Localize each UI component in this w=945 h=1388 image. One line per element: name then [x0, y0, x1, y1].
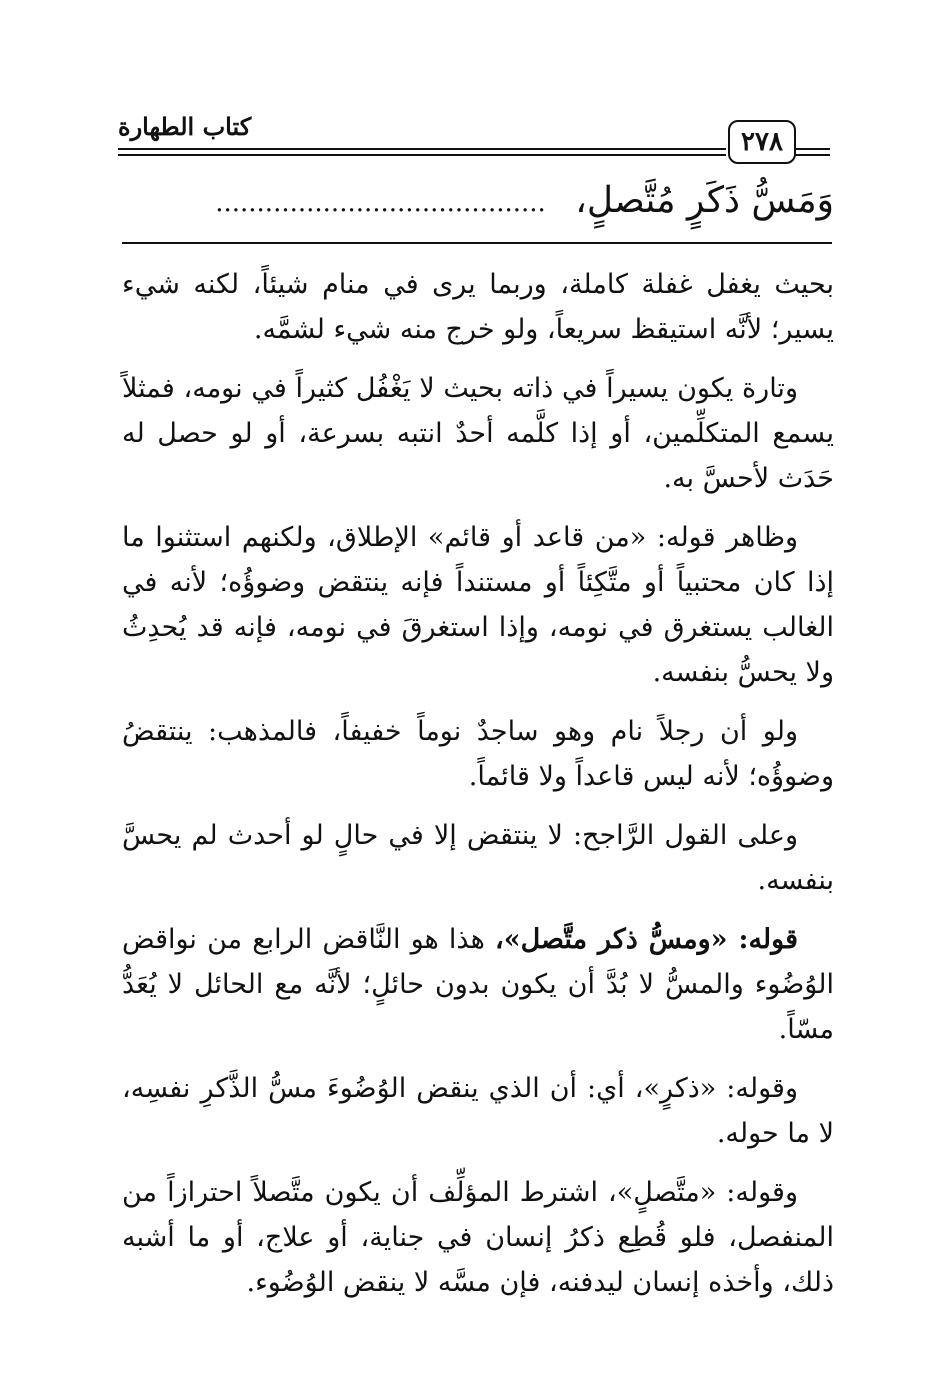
paragraph — [122, 366, 834, 501]
paragraph — [122, 1170, 834, 1305]
paragraph-text: وقوله: «ذكرٍ»، أي: أن الذي ينقض الوُضُوءَ مسُّ الذَّكرِ نفسِه، لا ما حوله. — [122, 1073, 834, 1149]
matn-text: وَمَسُّ ذَكَرٍ مُتَّصلٍ، — [575, 180, 834, 221]
header-rule — [118, 148, 726, 150]
matn-dots: ........................................ — [215, 188, 546, 218]
page-number: ٢٧٨ — [728, 120, 796, 164]
paragraph-text: وظاهر قوله: «من قاعد أو قائم» الإطلاق، ولكنهم استثنوا ما إذا كان محتبياً أو متَّكِئاً أو مستنداً فإنه ينتقض وضوؤُه؛ لأنه في الغالب يستغرق في نومه، وإذا استغرقَ في نومه، فإنه قد يُحدِثُ ولا يحسُّ بنفسه. — [122, 522, 834, 688]
paragraph — [122, 515, 834, 695]
paragraph-text: وقوله: «متَّصلٍ»، اشترط المؤلِّف أن يكون متَّصلاً احترازاً من المنفصل، فلو قُطِع ذكرُ إنسان في جناية، أو علاج، أو ما أشبه ذلك، وأخذه إنسان ليدفنه، فإن مسَّه لا ينقض الوُضُوء. — [122, 1177, 834, 1298]
header-rule — [118, 154, 726, 156]
commentary-text — [122, 262, 834, 1319]
paragraph — [122, 262, 834, 352]
matn-line — [122, 170, 834, 232]
header-rule — [794, 154, 830, 156]
book-title: كتاب الطهارة — [118, 112, 252, 141]
paragraph-text: هذا هو النَّاقض الرابع من نواقض الوُضُوء والمسُّ لا بُدَّ أن يكون بدون حائلٍ؛ لأنَّه مع الحائل لا يُعَدُّ مسّاً. — [122, 924, 834, 1045]
paragraph — [122, 813, 834, 903]
paragraph-text: وتارة يكون يسيراً في ذاته بحيث لا يَغْفُل كثيراً في نومه، فمثلاً يسمع المتكلِّمين، أو إذا كلَّمه أحدٌ انتبه بسرعة، أو لو حصل له حَدَث لأحسَّ به. — [122, 373, 834, 494]
paragraph — [122, 709, 834, 799]
paragraph — [122, 917, 834, 1052]
paragraph-text: وعلى القول الرَّاجح: لا ينتقض إلا في حالٍ لو أحدث لم يحسَّ بنفسه. — [122, 820, 834, 896]
paragraph-text: بحيث يغفل غفلة كاملة، وربما يرى في منام شيئاً، لكنه شيء يسير؛ لأنَّه استيقظ سريعاً، ولو خرج منه شيء لشمَّه. — [122, 269, 834, 345]
header-rule — [794, 148, 830, 150]
running-header — [118, 110, 830, 160]
quoted-matn: قوله: «ومسُّ ذكر متَّصل»، — [494, 924, 799, 955]
matn-divider — [122, 242, 832, 244]
paragraph-text: ولو أن رجلاً نام وهو ساجدٌ نوماً خفيفاً، فالمذهب: ينتقضُ وضوؤُه؛ لأنه ليس قاعداً ولا قائماً. — [122, 716, 834, 792]
paragraph — [122, 1066, 834, 1156]
